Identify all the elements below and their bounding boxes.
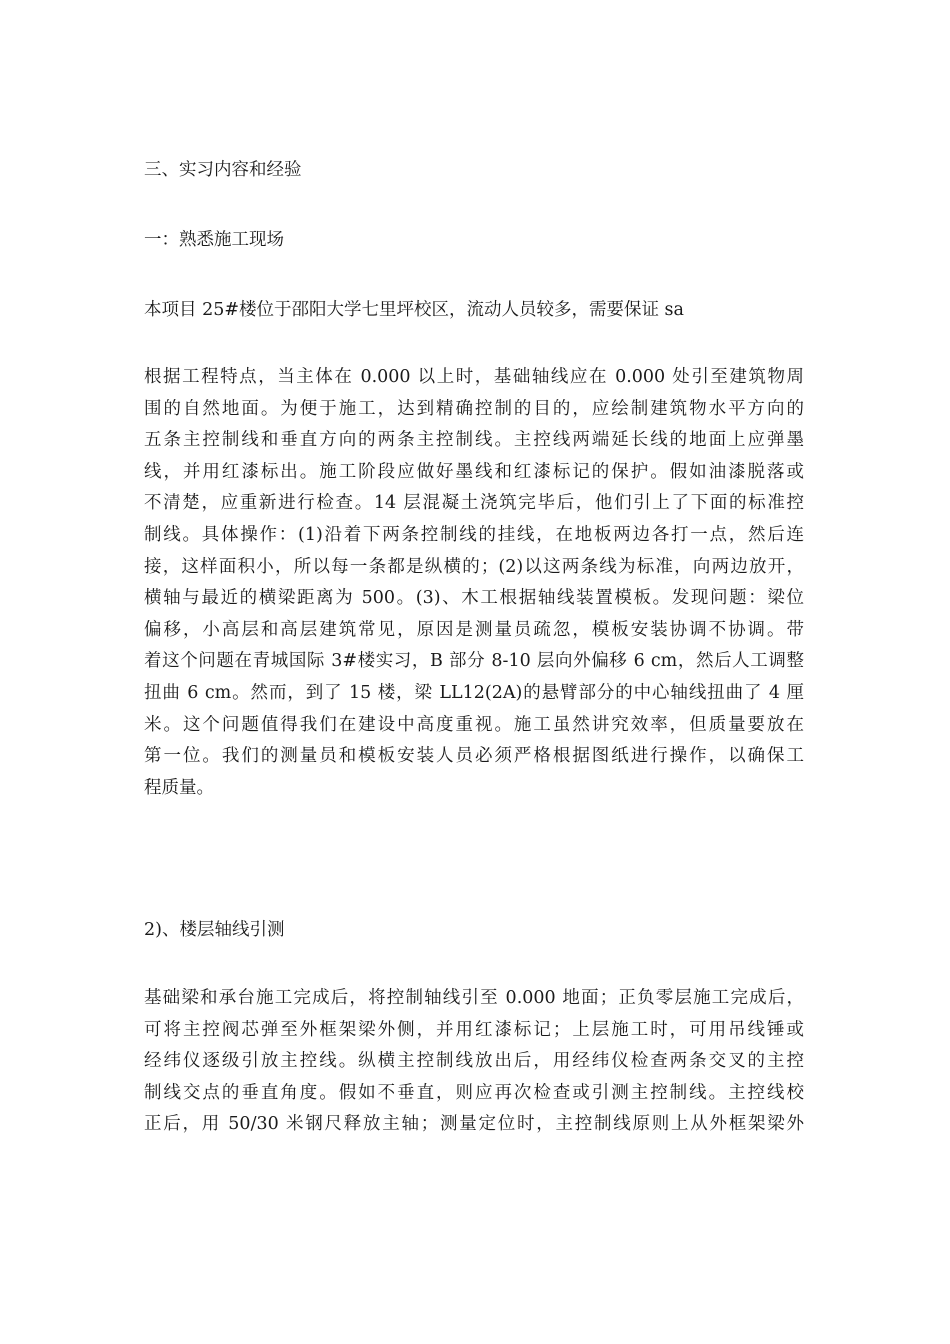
- paragraph-line: 着这个问题在青城国际 3#楼实习，B 部分 8-10 层向外偏移 6 cm，然后人工调整: [144, 651, 804, 672]
- paragraph-line: 制线。具体操作：(1)沿着下两条控制线的挂线，在地板两边各打一点，然后连: [144, 524, 804, 545]
- paragraph-line: 米。这个问题值得我们在建设中高度重视。施工虽然讲究效率，但质量要放在: [144, 714, 804, 735]
- paragraph-line: 制线交点的垂直角度。假如不垂直，则应再次检查或引测主控制线。主控线校: [144, 1082, 804, 1103]
- subheading-site: 一：熟悉施工现场: [144, 230, 284, 250]
- paragraph-floor-axis: [144, 983, 804, 1141]
- paragraph-project: 本项目 25#楼位于邵阳大学七里坪校区，流动人员较多，需要保证 sa: [144, 300, 684, 320]
- paragraph-line: 接，这样面积小，所以每一条都是纵横的；(2)以这两条线为标准，向两边放开，: [144, 556, 804, 577]
- subheading-floor-axis: 2)、楼层轴线引测: [144, 920, 285, 940]
- paragraph-line: 程质量。: [144, 777, 214, 798]
- section-heading: 三、实习内容和经验: [144, 160, 302, 180]
- paragraph-line: 根据工程特点，当主体在 0.000 以上时，基础轴线应在 0.000 处引至建筑物周: [144, 367, 804, 387]
- paragraph-line: 线，并用红漆标出。施工阶段应做好墨线和红漆标记的保护。假如油漆脱落或: [144, 461, 804, 482]
- paragraph-line: 第一位。我们的测量员和模板安装人员必须严格根据图纸进行操作，以确保工: [144, 746, 804, 767]
- paragraph-line: 围的自然地面。为便于施工，达到精确控制的目的，应绘制建筑物水平方向的: [144, 398, 804, 419]
- paragraph-line: 不清楚，应重新进行检查。14 层混凝土浇筑完毕后，他们引上了下面的标准控: [144, 493, 804, 514]
- paragraph-axis-control: [144, 362, 804, 804]
- paragraph-line: 五条主控制线和垂直方向的两条主控制线。主控线两端延长线的地面上应弹墨: [144, 430, 804, 451]
- paragraph-line: 偏移，小高层和高层建筑常见，原因是测量员疏忽，模板安装协调不协调。带: [144, 619, 804, 640]
- paragraph-line: 可将主控阀芯弹至外框架梁外侧，并用红漆标记；上层施工时，可用吊线锤或: [144, 1019, 804, 1040]
- paragraph-line: 经纬仪逐级引放主控线。纵横主控制线放出后，用经纬仪检查两条交叉的主控: [144, 1051, 804, 1072]
- paragraph-line: 正后，用 50/30 米钢尺释放主轴；测量定位时，主控制线原则上从外框架梁外: [144, 1114, 804, 1135]
- paragraph-line: 横轴与最近的横梁距离为 500。(3)、木工根据轴线装置模板。发现问题：梁位: [144, 588, 804, 609]
- paragraph-line: 扭曲 6 cm。然而，到了 15 楼，梁 LL12(2A)的悬臂部分的中心轴线扭曲了 4 厘: [144, 682, 804, 703]
- paragraph-line: 基础梁和承台施工完成后，将控制轴线引至 0.000 地面；正负零层施工完成后，: [144, 988, 804, 1008]
